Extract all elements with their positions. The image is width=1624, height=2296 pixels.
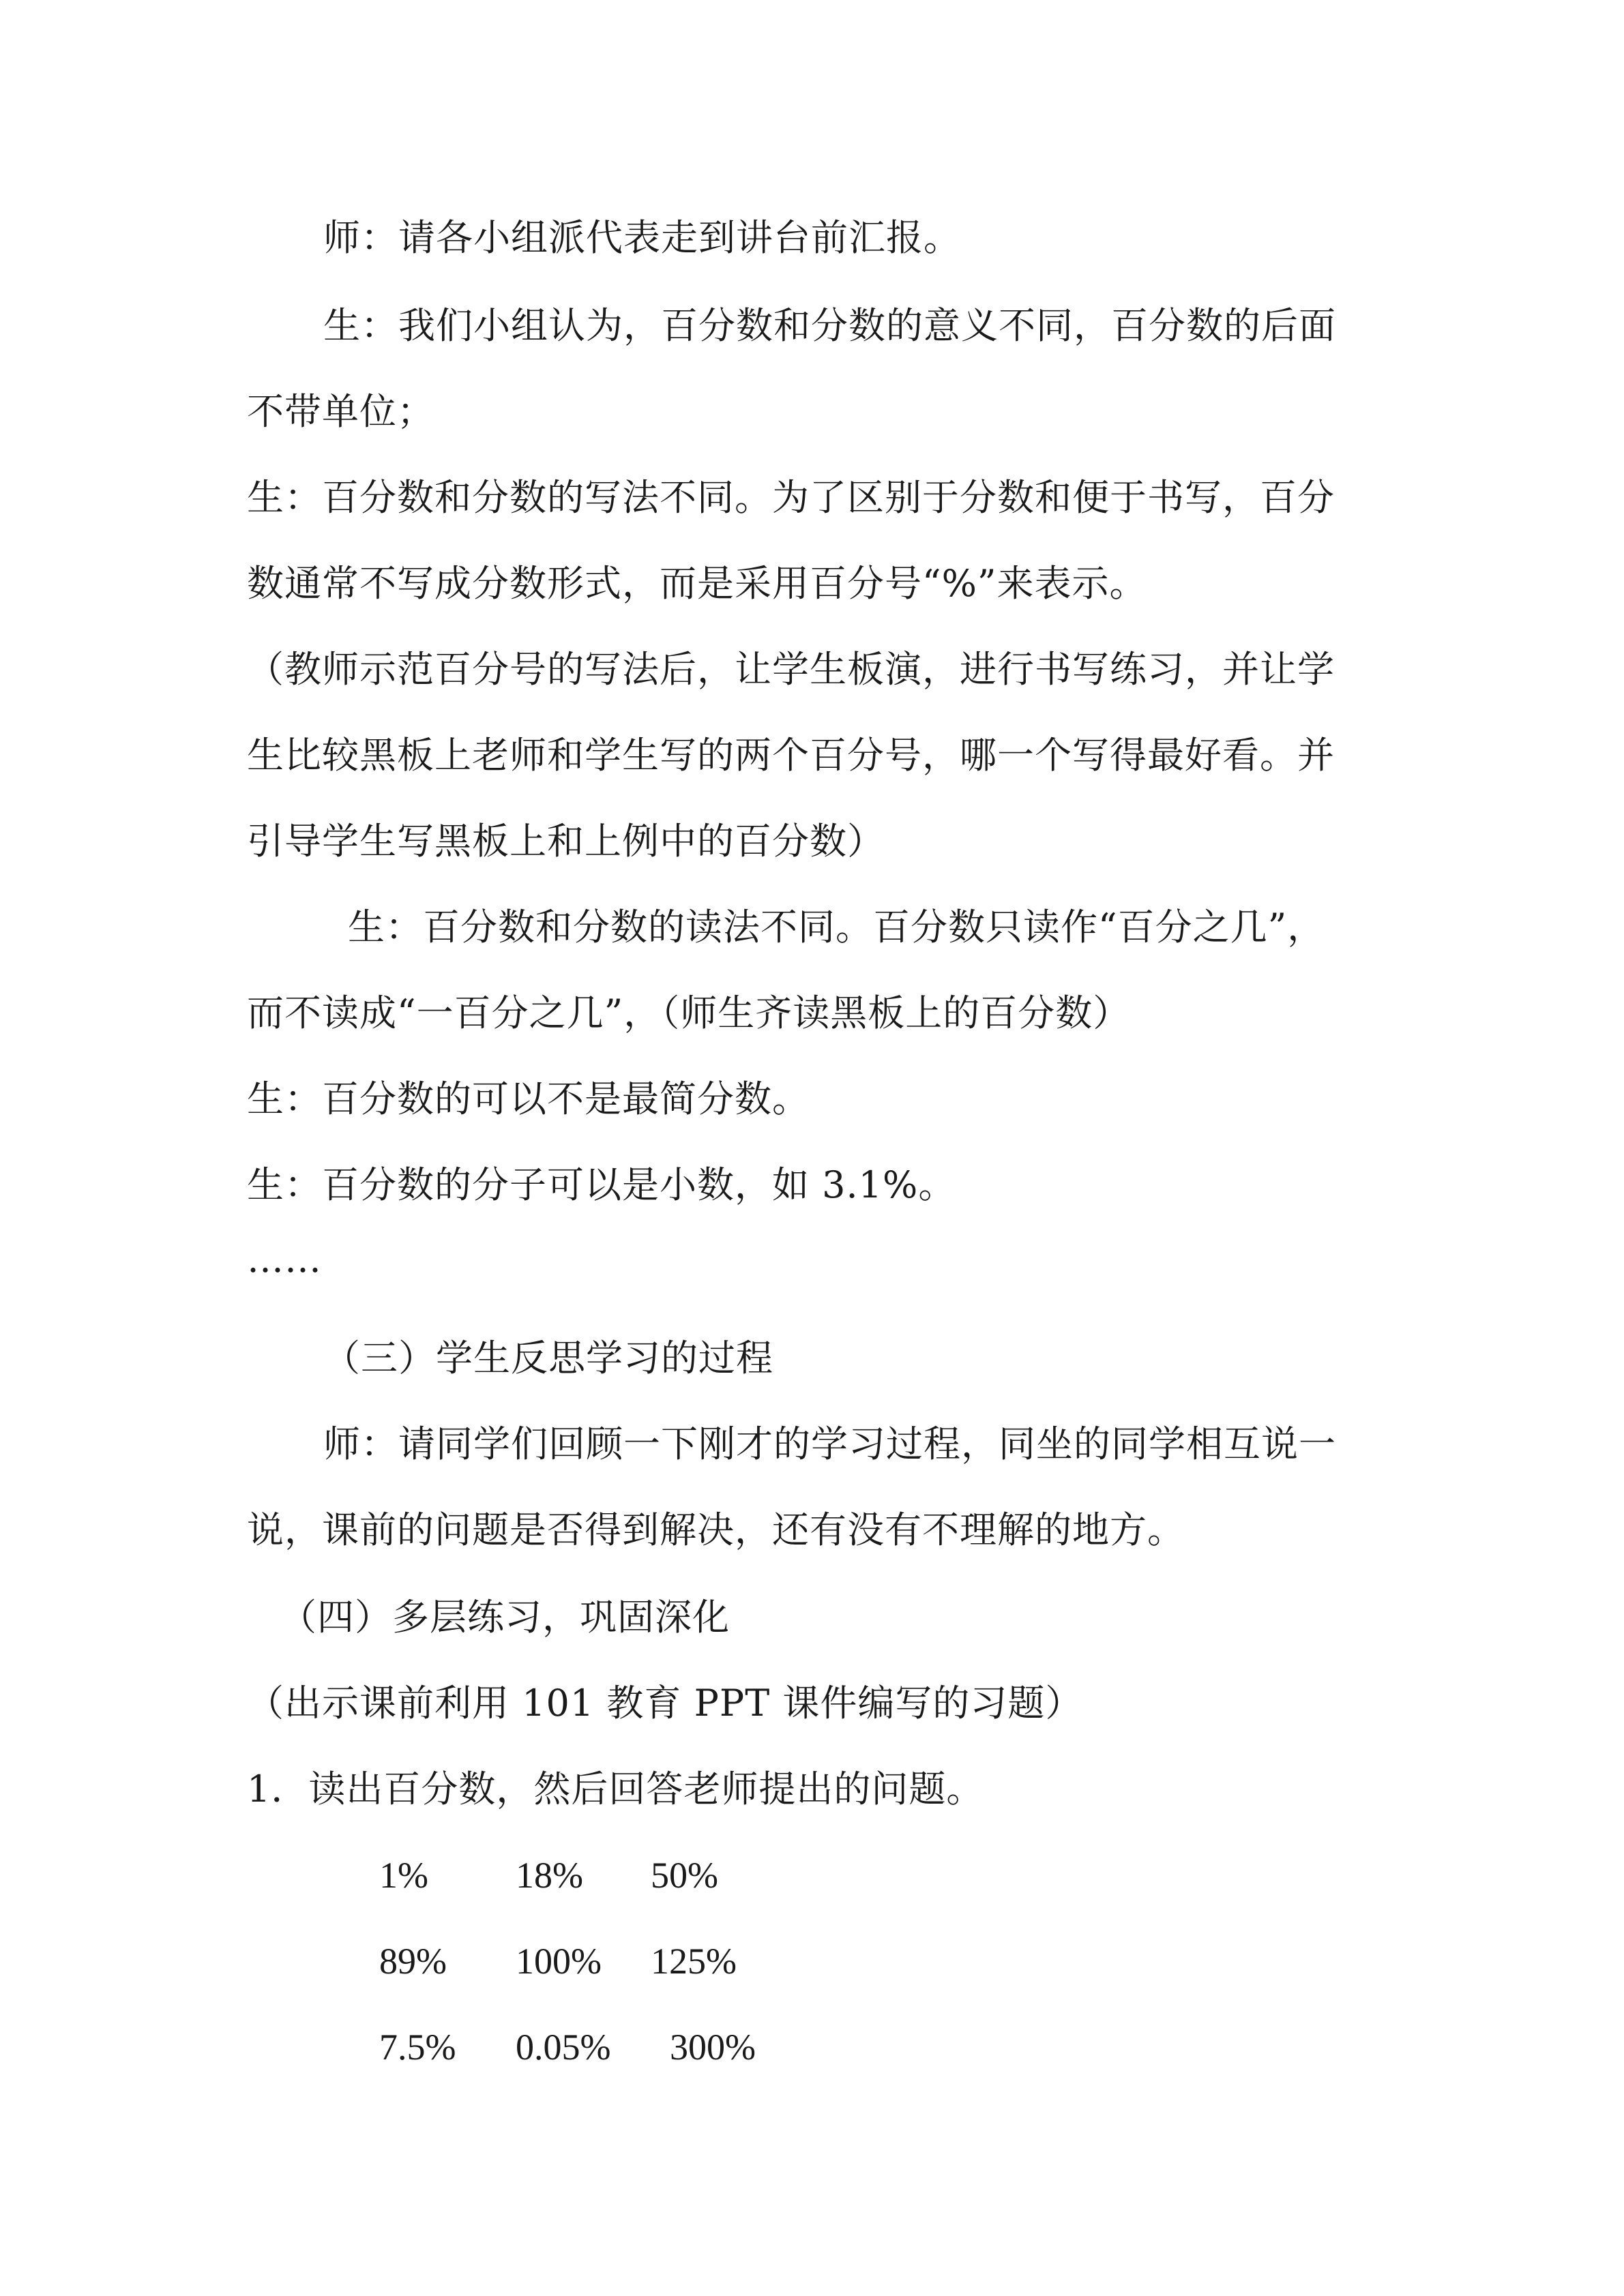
section-heading-practice: （四）多层练习，巩固深化 <box>280 1596 730 1639</box>
section-heading-reflect: （三）学生反思学习的过程 <box>323 1337 773 1380</box>
percent-value: 100% <box>516 1941 602 1982</box>
percent-value: 1% <box>379 1855 428 1896</box>
percent-value: 18% <box>516 1855 583 1896</box>
percent-value: 125% <box>651 1941 737 1982</box>
paragraph-teacher-review: 师：请同学们回顾一下刚才的学习过程，同坐的同学相互说一 <box>323 1422 1336 1465</box>
percent-value: 0.05% <box>516 2027 611 2068</box>
percent-value: 89% <box>379 1941 447 1982</box>
paragraph-student-reading-cont: 而不读成“一百分之几”，（师生齐读黑板上的百分数） <box>247 992 1131 1034</box>
percent-value: 7.5% <box>379 2027 456 2068</box>
percent-value: 50% <box>651 1855 718 1896</box>
paragraph-student-writing: 生：百分数和分数的写法不同。为了区别于分数和便于书写，百分 <box>247 476 1335 519</box>
paragraph-teacher-demo: （教师示范百分号的写法后，让学生板演，进行书写练习，并让学 <box>247 648 1335 691</box>
paragraph-student-decimal: 生：百分数的分子可以是小数，如 3.1%。 <box>247 1163 956 1206</box>
paragraph-student-simplest: 生：百分数的可以不是最简分数。 <box>247 1077 810 1120</box>
exercise-1-instruction: 1．读出百分数，然后回答老师提出的问题。 <box>247 1768 984 1810</box>
paragraph-student-reading: 生：百分数和分数的读法不同。百分数只读作“百分之几”， <box>348 906 1325 949</box>
paragraph-teacher-demo-cont1: 生比较黑板上老师和学生写的两个百分号，哪一个写得最好看。并 <box>247 734 1335 777</box>
paragraph-student-meaning: 生：我们小组认为，百分数和分数的意义不同，百分数的后面 <box>323 304 1336 347</box>
paragraph-teacher-demo-cont2: 引导学生写黑板上和上例中的百分数） <box>247 820 885 863</box>
paragraph-student-meaning-cont: 不带单位； <box>247 390 434 433</box>
ellipsis: …… <box>247 1238 322 1281</box>
paragraph-teacher-report: 师：请各小组派代表走到讲台前汇报。 <box>323 216 961 259</box>
paragraph-teacher-review-cont: 说，课前的问题是否得到解决，还有没有不理解的地方。 <box>247 1508 1185 1551</box>
paragraph-show-exercises: （出示课前利用 101 教育 PPT 课件编写的习题） <box>247 1682 1083 1725</box>
paragraph-student-writing-cont: 数通常不写成分数形式，而是采用百分号“%”来表示。 <box>247 562 1147 605</box>
percent-value: 300% <box>670 2027 756 2068</box>
